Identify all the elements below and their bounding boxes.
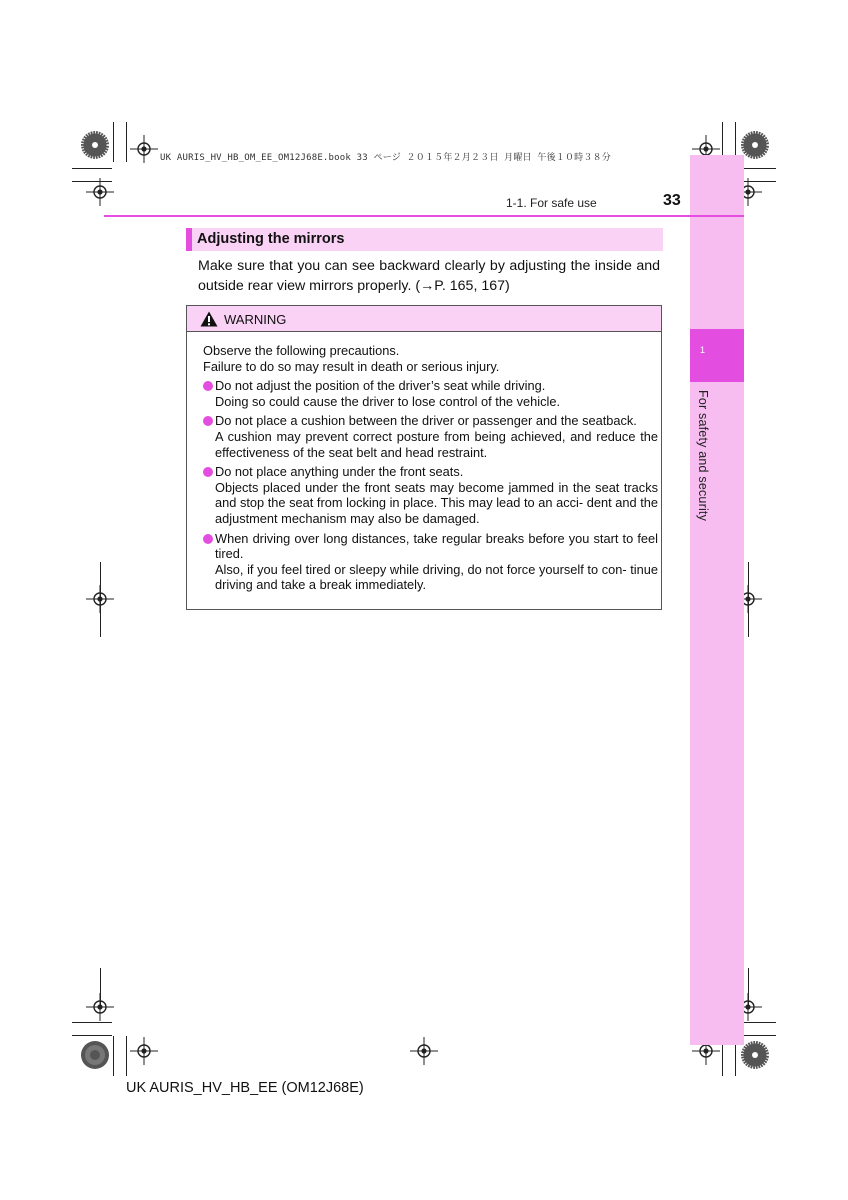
- footer-model-code: UK AURIS_HV_HB_EE (OM12J68E): [126, 1080, 364, 1096]
- print-header: UK AURIS_HV_HB_OM_EE_OM12J68E.book 33 ページ ２０１５年２月２３日 月曜日 午後１０時３８分: [160, 153, 611, 163]
- warning-item-main: Do not place a cushion between the driver or passenger and the seatback.: [215, 413, 637, 429]
- warning-item: [203, 531, 658, 593]
- section-heading: [186, 228, 663, 251]
- header-rule: [104, 215, 744, 217]
- chapter-number: 1: [700, 345, 706, 355]
- bullet-dot-icon: [203, 416, 213, 426]
- color-rosette-icon: [740, 1040, 770, 1070]
- warning-intro: Observe the following precautions.: [203, 343, 400, 358]
- warning-item-main: Do not place anything under the front seats.: [215, 464, 464, 480]
- registration-mark-icon: [86, 585, 114, 613]
- warning-item-main: When driving over long distances, take regular breaks before you start to feel tired.: [215, 530, 658, 562]
- warning-item: [203, 378, 658, 409]
- registration-mark-icon: [86, 993, 114, 1021]
- bullet-dot-icon: [203, 534, 213, 544]
- chapter-side-tab: [690, 155, 744, 1045]
- intro-paragraph: Make sure that you can see backward clearly by adjusting the inside and outside rear view mirrors properly. (→P. 165, 167): [198, 258, 660, 294]
- section-title: Adjusting the mirrors: [197, 231, 345, 247]
- color-rosette-icon: [80, 130, 110, 160]
- warning-item: [203, 464, 658, 526]
- warning-item-detail: A cushion may prevent correct posture from being achieved, and reduce the effectiveness of the seat belt and head restraint.: [215, 428, 658, 460]
- warning-item-detail: Also, if you feel tired or sleepy while driving, do not force yourself to con- tinue driving and take a break immediately.: [215, 561, 658, 593]
- warning-header: [187, 306, 661, 332]
- chapter-title: For safety and security: [696, 390, 710, 522]
- registration-mark-icon: [130, 135, 158, 163]
- warning-item-detail: Objects placed under the front seats may become jammed in the seat tracks and stop the seat from locking in place. This may lead to an acci- dent and the adjustment mechanism may also be damaged.: [215, 479, 658, 526]
- bullet-dot-icon: [203, 381, 213, 391]
- section-label: 1-1. For safe use: [506, 196, 597, 210]
- warning-item-main: Do not adjust the position of the driver’s seat while driving.: [215, 378, 546, 394]
- registration-mark-icon: [410, 1037, 438, 1065]
- page-number: 33: [663, 192, 681, 209]
- heading-accent: [186, 228, 192, 251]
- bullet-dot-icon: [203, 467, 213, 477]
- warning-triangle-icon: [200, 311, 218, 327]
- warning-box: [186, 305, 662, 610]
- warning-consequence: Failure to do so may result in death or serious injury.: [203, 358, 500, 374]
- chapter-number-tab: [690, 329, 744, 382]
- warning-item: [203, 413, 658, 460]
- registration-mark-icon: [86, 178, 114, 206]
- registration-mark-icon: [130, 1037, 158, 1065]
- color-rosette-icon: [740, 130, 770, 160]
- warning-label: WARNING: [224, 312, 287, 327]
- warning-item-detail: Doing so could cause the driver to lose control of the vehicle.: [215, 393, 560, 409]
- color-rosette-icon: [80, 1040, 110, 1070]
- warning-body: [203, 343, 658, 593]
